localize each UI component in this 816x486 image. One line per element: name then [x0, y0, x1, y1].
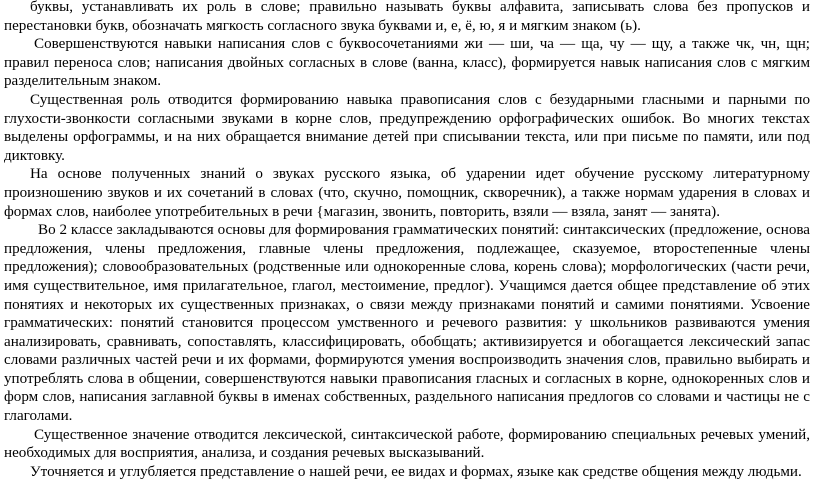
paragraph-letters: буквы, устанавливать их роль в слове; правильно называть буквы алфавита, записывать слова без пропусков и перестановки букв, обозначать мягкость согласного звука буквами и, е, ё, ю, я и мягким знаком (ь).	[4, 0, 810, 34]
paragraph-unstressed-vowels: Существенная роль отводится формированию навыка правописания слов с безударными гласными и парными по глухости-звонкости согласными звуками в корне слов, предупреждению орфографических ошибок. Во многих текстах выделены орфограммы, и на них обращается внимание детей при списывании текста, или при письме по памяти, или под диктовку.	[4, 91, 810, 164]
paragraph-grammar-concepts: Во 2 классе закладываются основы для формирования грамматических понятий: синтаксических (предложение, основа предложения, члены предложения, главные члены предложения, подлежащее, сказуемое, второстепенные члены предложения); словообразовательных (родственные или однокоренные слова, корень слова); морфологических (части речи, имя существительное, имя прилагательное, глагол, местоимение, предлог). Учащимся дается общее представление об этих понятиях и некоторых их существенных признаках, о связи между признаками понятий и самими понятиями. Усвоение грамматических: понятий становится процессом умственного и речевого развития: у школьников развиваются умения анализировать, сравнивать, сопоставлять, классифицировать, обобщать; активизируется и обогащается лексический запас словами различных частей речи и их формами, формируются умения воспроизводить значения слов, правильно выбирать и употреблять слова в общении, совершенствуются навыки правописания гласных и согласных в корне, однокоренных слов и форм слов, написания заглавной буквы в именах собственных, раздельного написания предлогов со словами и частицы не с глаголами.	[4, 222, 810, 425]
paragraph-speech-skills: Существенное значение отводится лексической, синтаксической работе, формированию специальных речевых умений, необходимых для восприятия, анализа, и создания речевых высказываний.	[4, 426, 810, 462]
paragraph-pronunciation: На основе полученных знаний о звуках русского языка, об ударении идет обучение русскому литературному произношению звуков и их сочетаний в словах (что, скучно, помощник, скворечник), а также нормам ударения в словах и формах слов, наиболее употребительных в речи {магазин, звонить, повторить, взяли — взяла, занят — занята).	[4, 166, 810, 220]
paragraph-speech-understanding: Уточняется и углубляется представление о нашей речи, ее видах и формах, языке как средстве общения между людьми.	[30, 463, 802, 480]
paragraph-letter-combinations: Совершенствуются навыки написания слов с буквосочетаниями жи — ши, ча — ща, чу — щу, а также чк, чн, щн; правил переноса слов; написания двойных согласных в слове (ванна, класс), формируется навык написания слов с мягким разделительным знаком.	[4, 36, 810, 90]
